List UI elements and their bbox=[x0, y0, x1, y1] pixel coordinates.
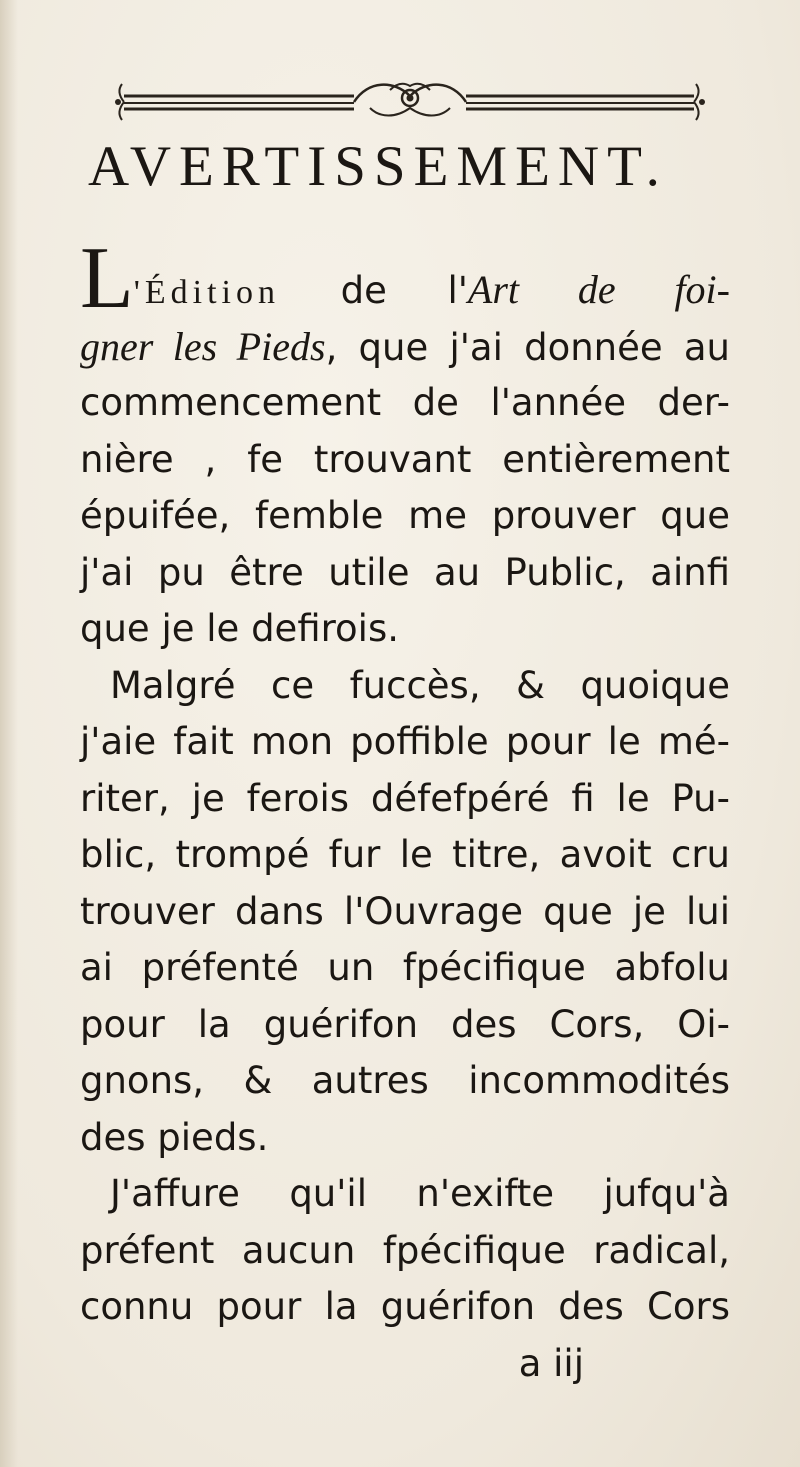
text-line: des pieds. bbox=[80, 1115, 269, 1159]
text-line: Malgré ce fuccès, & quoique bbox=[110, 663, 730, 707]
text-line: commencement de l'année der- bbox=[80, 381, 730, 424]
text-fragment: , que j'ai donnée au bbox=[325, 325, 731, 369]
text-line: connu pour la guérifon des Cors bbox=[80, 1285, 730, 1328]
text-line: j'ai pu être utile au Public, ainfi bbox=[80, 550, 730, 594]
page-gutter bbox=[0, 0, 18, 1467]
text-line: blic, trompé fur le titre, avoit cru bbox=[80, 833, 730, 876]
text-line: préfent aucun fpécifique radical, bbox=[80, 1228, 730, 1272]
text-line bbox=[80, 230, 730, 327]
body-text bbox=[80, 230, 731, 1392]
text-line: trouver dans l'Ouvrage que je lui bbox=[80, 889, 730, 933]
text-line: ai préfenté un fpécifique abfolu bbox=[80, 946, 730, 989]
drop-cap: L bbox=[80, 230, 134, 327]
headpiece-ornament bbox=[110, 78, 710, 122]
text-line bbox=[80, 319, 730, 376]
italic-title-end: gner les Pieds bbox=[80, 323, 326, 369]
text-line: J'affure qu'il n'exifte jufqu'à bbox=[110, 1172, 730, 1215]
text-line: que je le defirois. bbox=[80, 607, 399, 650]
signature-mark: a iij bbox=[518, 1341, 584, 1385]
text-line: épuifée, femble me prouver que bbox=[80, 494, 730, 537]
first-word: 'Édition bbox=[133, 274, 280, 311]
text-fragment: de l' bbox=[280, 269, 468, 312]
text-line: pour la guérifon des Cors, Oi- bbox=[80, 1002, 730, 1046]
page-heading: AVERTISSEMENT. bbox=[88, 135, 668, 198]
text-line: j'aie fait mon poffible pour le mé- bbox=[80, 720, 730, 763]
text-line: gnons, & autres incommodités bbox=[80, 1059, 730, 1102]
italic-title: Art de foi- bbox=[467, 267, 730, 312]
text-line: nière , fe trouvant entièrement bbox=[80, 437, 730, 481]
text-line: riter, je ferois défefpéré fi le Pu- bbox=[80, 776, 730, 820]
